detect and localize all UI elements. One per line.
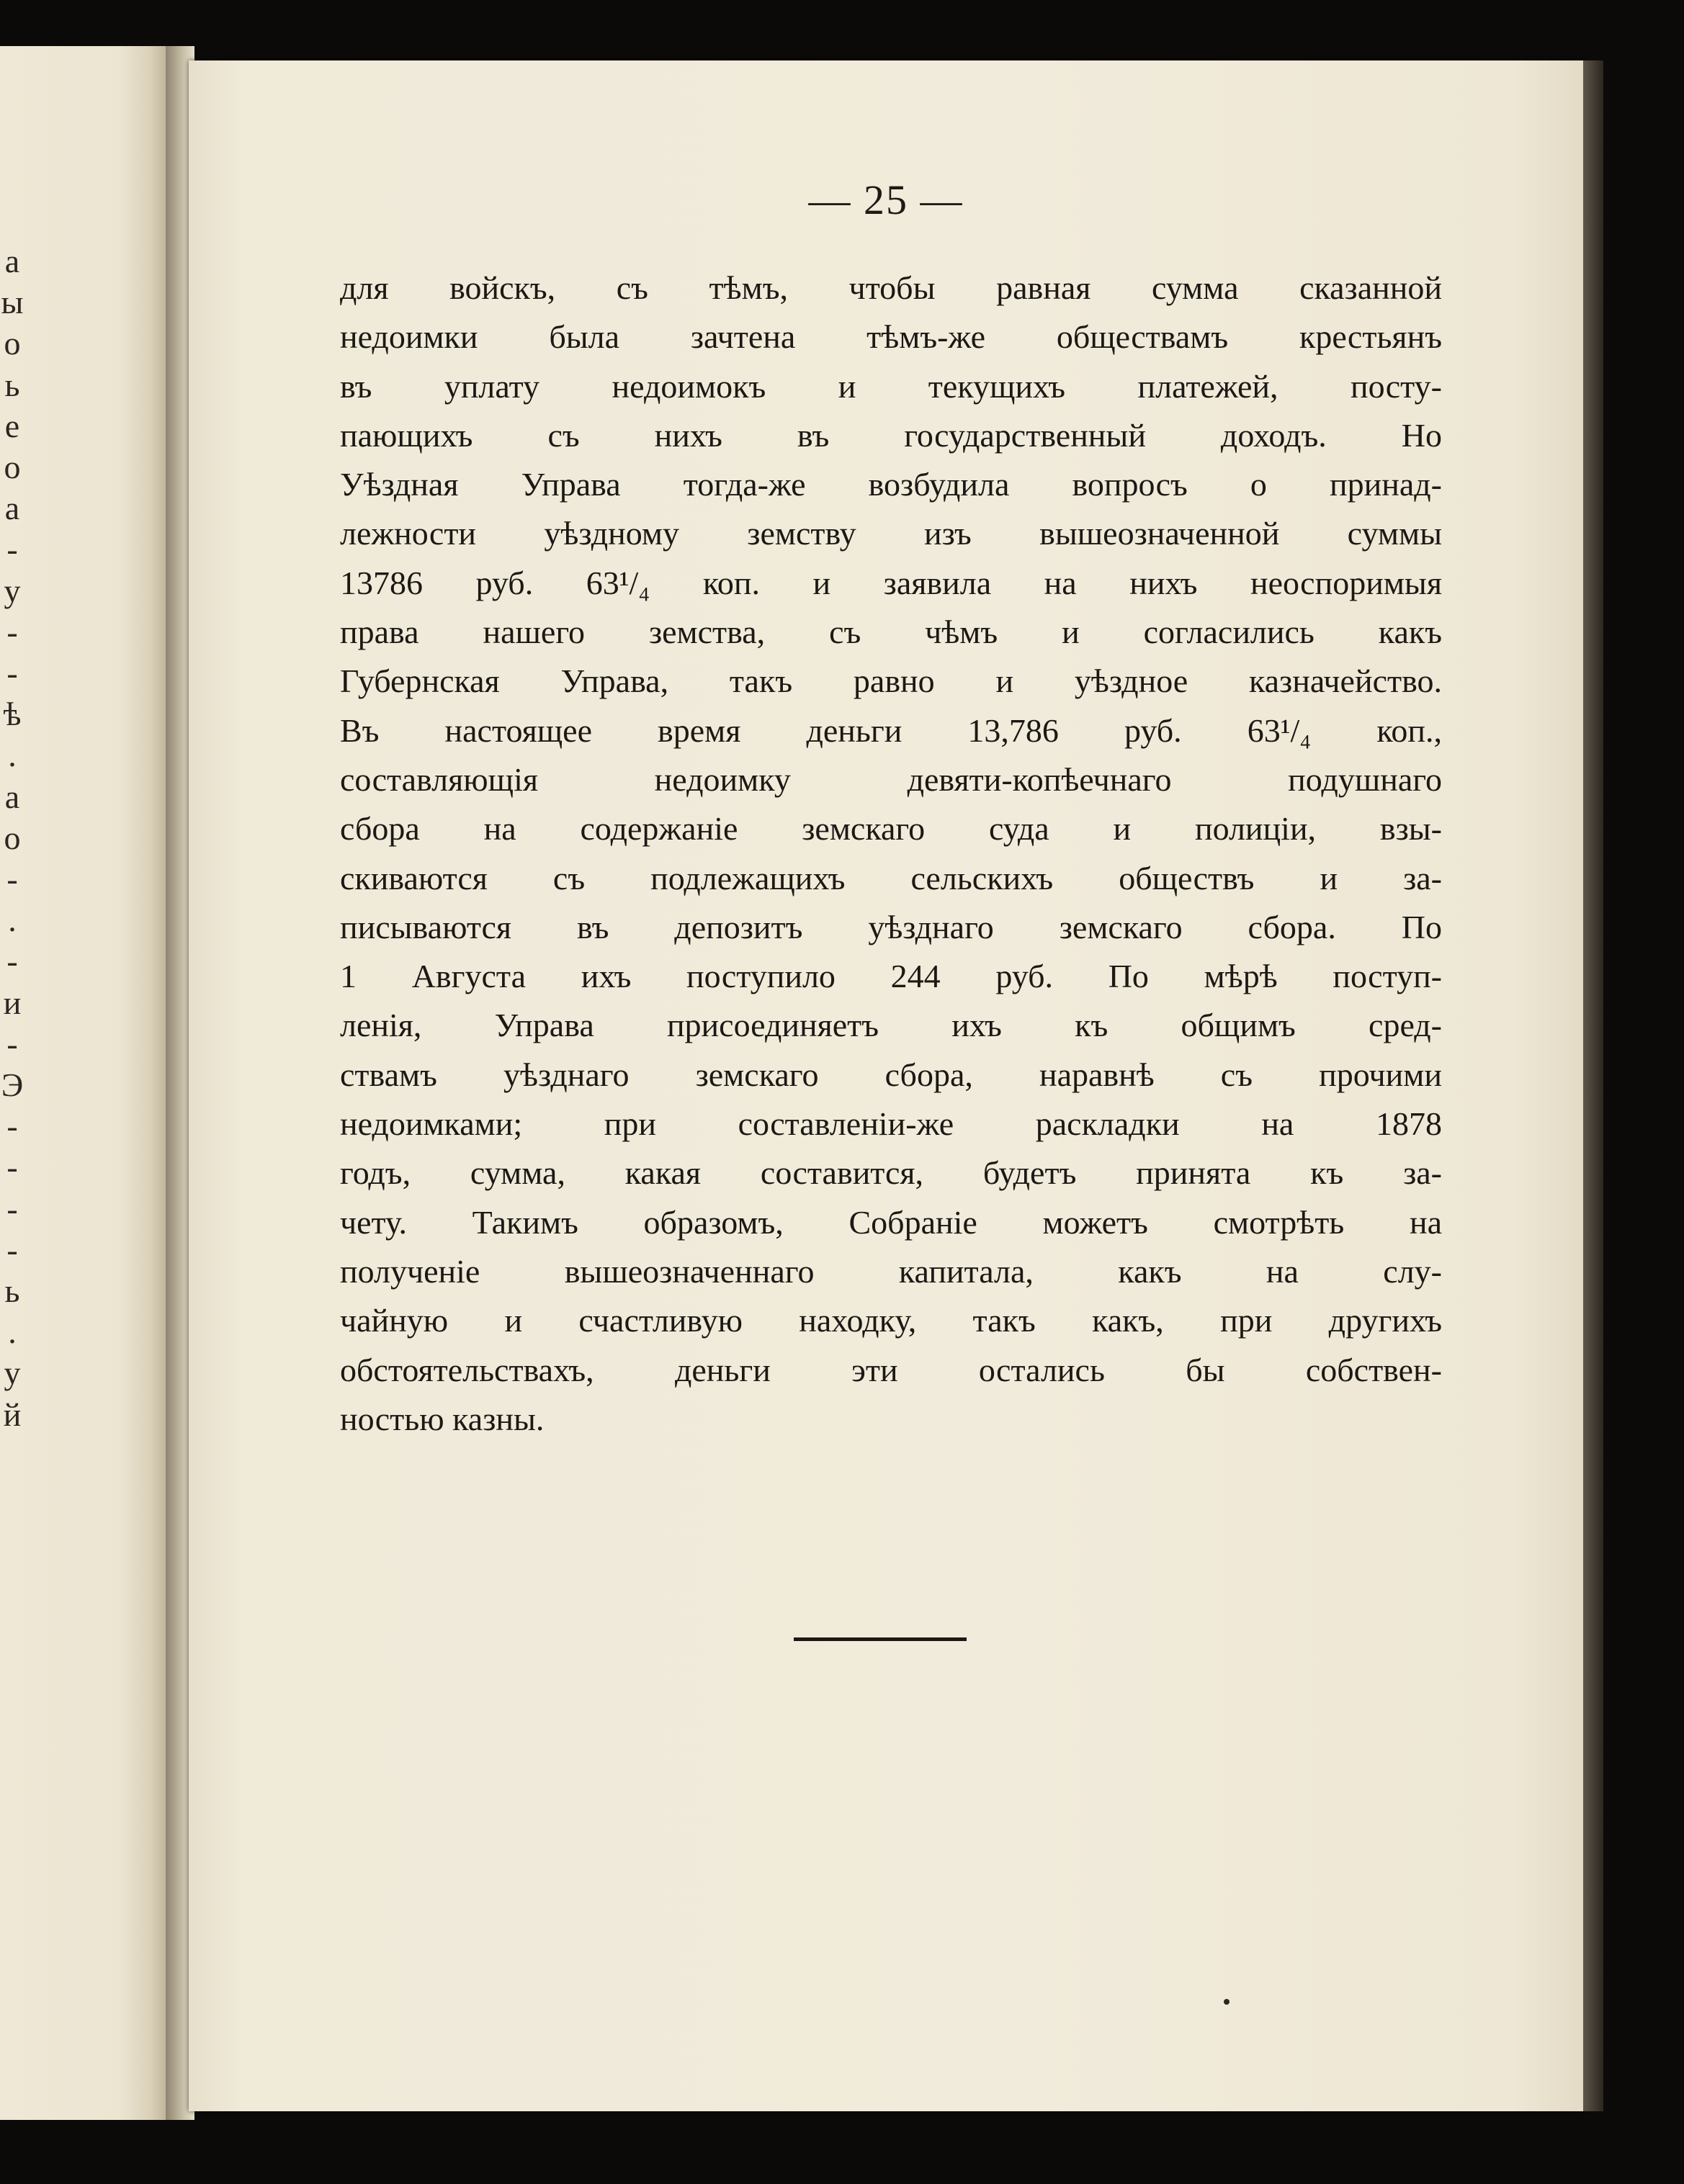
text-line: годъ, сумма, какая составится, будетъ принята къ за- — [340, 1154, 1442, 1192]
left-page-fragment: - — [6, 1231, 18, 1268]
left-page-fragment: Э — [1, 1066, 24, 1103]
text-line: Уѣздная Управа тогда-же возбудила вопросъ о принад- — [340, 466, 1442, 503]
page-edge-shadow — [1583, 60, 1603, 2111]
left-page-fragment: о — [4, 819, 21, 856]
left-page-fragment: - — [6, 1149, 18, 1186]
left-page-fragment: . — [8, 1313, 17, 1351]
left-page-fragment: - — [6, 1107, 18, 1145]
text-line: для войскъ, съ тѣмъ, чтобы равная сумма сказанной — [340, 269, 1442, 306]
left-page-fragment: . — [8, 737, 17, 774]
text-line: сбора на содержаніе земскаго суда и полиціи, взы- — [340, 810, 1442, 848]
left-page-edge — [0, 46, 171, 2120]
book-page — [189, 60, 1583, 2111]
text-line: обстоятельствахъ, деньги эти остались бы собствен- — [340, 1351, 1442, 1388]
left-page-fragment: ѣ — [3, 696, 22, 733]
section-end-rule — [794, 1637, 967, 1641]
text-line: ленія, Управа присоединяетъ ихъ къ общимъ сред- — [340, 1007, 1442, 1044]
text-line: писываются въ депозитъ уѣзднаго земскаго сбора. По — [340, 908, 1442, 945]
left-page-fragment: а — [4, 778, 20, 815]
text-line: 13786 руб. 63¹/₄ коп. и заявила на нихъ неоспоримыя — [340, 564, 1442, 601]
text-line: 1 Августа ихъ поступило 244 руб. По мѣрѣ поступ- — [340, 958, 1442, 995]
left-page-fragment: - — [6, 531, 18, 568]
text-line: чайную и счастливую находку, такъ какъ, при другихъ — [340, 1302, 1442, 1339]
text-line: лежности уѣздному земству изъ вышеозначенной суммы — [340, 515, 1442, 552]
left-page-fragment: а — [4, 243, 20, 279]
page-number: — 25 — — [808, 176, 964, 223]
left-page-fragment: ь — [4, 1272, 20, 1309]
left-page-fragment: - — [6, 943, 18, 980]
left-page-fragment: - — [6, 1025, 18, 1062]
left-page-fragment: й — [3, 1396, 22, 1433]
page-body-text — [340, 264, 1442, 1444]
left-page-fragment: ы — [1, 284, 24, 321]
left-page-fragment: - — [6, 613, 18, 650]
text-line: чету. Такимъ образомъ, Собраніе можетъ смотрѣть на — [340, 1203, 1442, 1241]
text-line: ностью казны. — [340, 1400, 545, 1437]
text-line: составляющія недоимку девяти-копѣечнаго подушнаго — [340, 760, 1442, 798]
text-line: ствамъ уѣзднаго земскаго сбора, наравнѣ съ прочими — [340, 1056, 1442, 1093]
text-line: полученіе вышеозначеннаго капитала, какъ на слу- — [340, 1252, 1442, 1290]
left-page-fragment: е — [4, 407, 20, 444]
text-line: Въ настоящее время деньги 13,786 руб. 63¹/₄ коп., — [340, 711, 1442, 749]
left-page-fragment: а — [4, 490, 20, 527]
left-page-fragment: - — [6, 1190, 18, 1227]
text-line: пающихъ съ нихъ въ государственный доходъ. Но — [340, 416, 1442, 454]
text-line: Губернская Управа, такъ равно и уѣздное казначейство. — [340, 662, 1442, 700]
left-page-fragment: у — [4, 572, 21, 609]
text-line: недоимками; при составленіи-же раскладки на 1878 — [340, 1105, 1442, 1143]
text-line: права нашего земства, съ чѣмъ и согласились какъ — [340, 614, 1442, 651]
left-page-fragment: - — [6, 655, 18, 691]
left-page-fragment: и — [3, 984, 22, 1021]
left-page-fragment: о — [4, 449, 21, 485]
left-page-fragment: . — [8, 902, 17, 939]
paper-speck — [1224, 1999, 1230, 2005]
text-line: скиваются съ подлежащихъ сельскихъ обществъ и за- — [340, 859, 1442, 896]
left-page-fragment: ь — [4, 366, 20, 403]
text-line: недоимки была зачтена тѣмъ-же обществамъ крестьянъ — [340, 318, 1442, 356]
left-page-fragment: у — [4, 1354, 21, 1392]
text-line: въ уплату недоимокъ и текущихъ платежей, посту- — [340, 367, 1442, 405]
left-page-fragment: о — [4, 325, 21, 362]
left-page-fragment: - — [6, 860, 18, 897]
